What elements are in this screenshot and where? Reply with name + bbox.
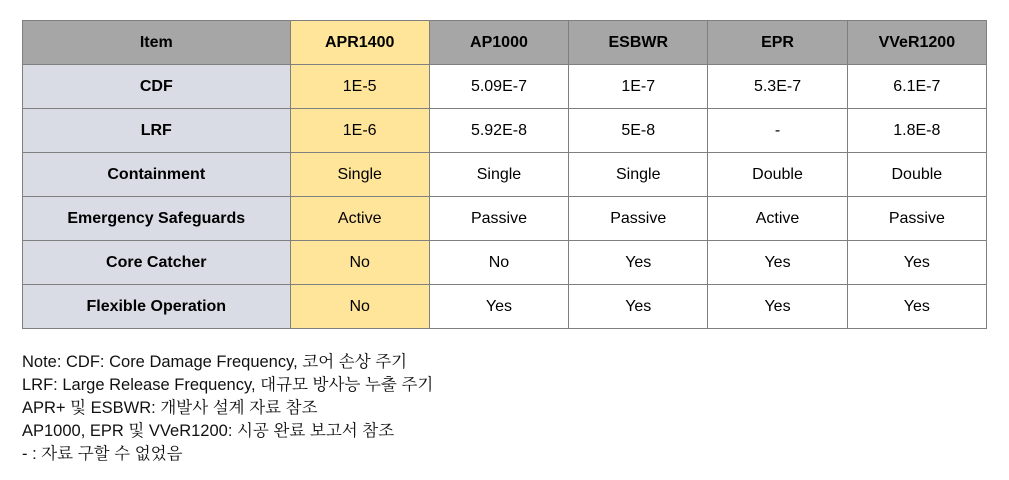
table-row	[23, 241, 987, 285]
table-header	[23, 21, 987, 65]
cell-corecatcher-epr: Yes	[708, 241, 847, 285]
cell-containment-apr1400: Single	[290, 153, 429, 197]
row-header-flexible-operation: Flexible Operation	[23, 285, 291, 329]
column-header-epr: EPR	[708, 21, 847, 65]
cell-containment-ap1000: Single	[429, 153, 568, 197]
note-line-aprplus-esbwr: APR+ 및 ESBWR: 개발사 설계 자료 참조	[22, 399, 318, 417]
table-row	[23, 197, 987, 241]
row-header-emergency-safeguards: Emergency Safeguards	[23, 197, 291, 241]
table-row	[23, 153, 987, 197]
cell-safeguards-esbwr: Passive	[569, 197, 708, 241]
row-header-cdf: CDF	[23, 65, 291, 109]
cell-cdf-apr1400: 1E-5	[290, 65, 429, 109]
column-header-apr1400: APR1400	[290, 21, 429, 65]
cell-lrf-vver1200: 1.8E-8	[847, 109, 986, 153]
cell-corecatcher-ap1000: No	[429, 241, 568, 285]
column-header-ap1000: AP1000	[429, 21, 568, 65]
table-row	[23, 109, 987, 153]
cell-safeguards-epr: Active	[708, 197, 847, 241]
note-line-lrf: LRF: Large Release Frequency, 대규모 방사능 누출 주기	[22, 376, 434, 394]
cell-flexible-apr1400: No	[290, 285, 429, 329]
table-body	[23, 65, 987, 329]
row-header-containment: Containment	[23, 153, 291, 197]
cell-cdf-epr: 5.3E-7	[708, 65, 847, 109]
column-header-esbwr: ESBWR	[569, 21, 708, 65]
cell-lrf-esbwr: 5E-8	[569, 109, 708, 153]
cell-flexible-esbwr: Yes	[569, 285, 708, 329]
column-header-item: Item	[23, 21, 291, 65]
header-row	[23, 21, 987, 65]
column-header-vver1200: VVeR1200	[847, 21, 986, 65]
table-row	[23, 285, 987, 329]
note-line-ap1000-epr-vver: AP1000, EPR 및 VVeR1200: 시공 완료 보고서 참조	[22, 422, 395, 440]
table-row	[23, 65, 987, 109]
cell-cdf-vver1200: 6.1E-7	[847, 65, 986, 109]
cell-lrf-ap1000: 5.92E-8	[429, 109, 568, 153]
row-header-lrf: LRF	[23, 109, 291, 153]
cell-containment-vver1200: Double	[847, 153, 986, 197]
notes-block	[22, 351, 987, 466]
row-header-core-catcher: Core Catcher	[23, 241, 291, 285]
cell-flexible-ap1000: Yes	[429, 285, 568, 329]
note-line-cdf: Note: CDF: Core Damage Frequency, 코어 손상 주기	[22, 353, 408, 371]
cell-flexible-vver1200: Yes	[847, 285, 986, 329]
cell-containment-epr: Double	[708, 153, 847, 197]
cell-corecatcher-vver1200: Yes	[847, 241, 986, 285]
cell-cdf-ap1000: 5.09E-7	[429, 65, 568, 109]
cell-containment-esbwr: Single	[569, 153, 708, 197]
cell-lrf-apr1400: 1E-6	[290, 109, 429, 153]
cell-corecatcher-esbwr: Yes	[569, 241, 708, 285]
cell-safeguards-ap1000: Passive	[429, 197, 568, 241]
note-line-dash: - : 자료 구할 수 없었음	[22, 445, 183, 463]
cell-corecatcher-apr1400: No	[290, 241, 429, 285]
reactor-comparison-table	[22, 20, 987, 329]
cell-lrf-epr: -	[708, 109, 847, 153]
cell-safeguards-apr1400: Active	[290, 197, 429, 241]
cell-cdf-esbwr: 1E-7	[569, 65, 708, 109]
cell-flexible-epr: Yes	[708, 285, 847, 329]
cell-safeguards-vver1200: Passive	[847, 197, 986, 241]
